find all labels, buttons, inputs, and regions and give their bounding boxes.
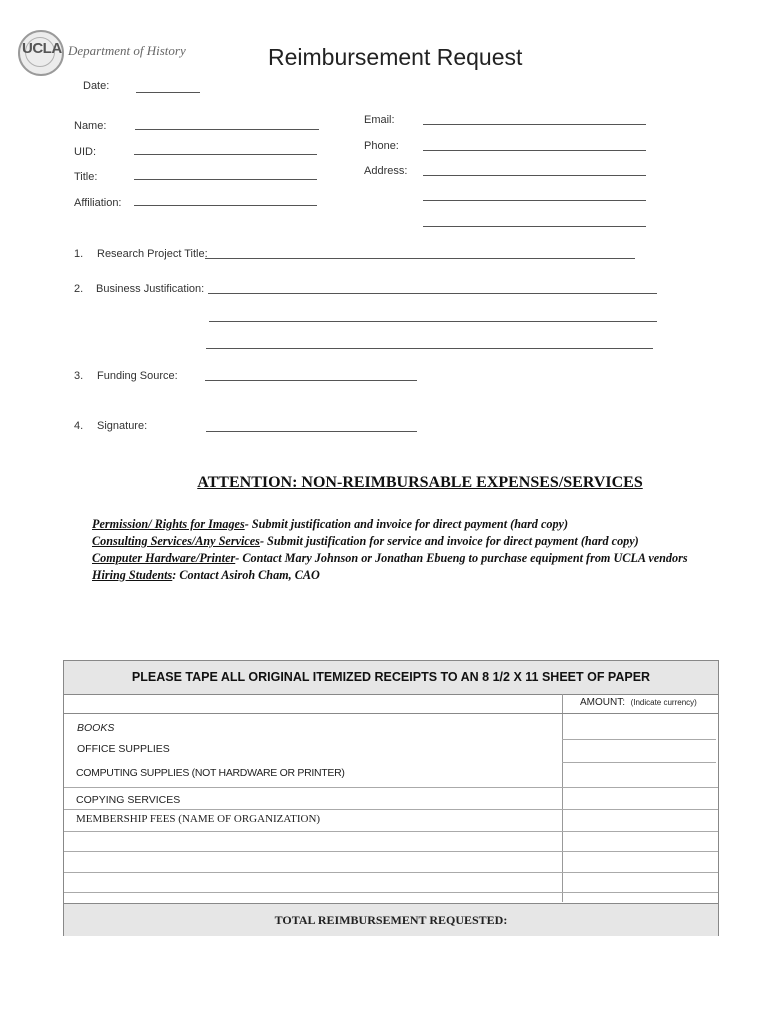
item-4-number: 4. <box>74 420 84 432</box>
business-justification-line1[interactable] <box>208 293 657 294</box>
research-project-title-label: Research Project Title: <box>97 248 208 260</box>
address-field-line3[interactable] <box>423 226 646 227</box>
affiliation-field[interactable] <box>134 205 317 206</box>
name-field[interactable] <box>135 129 319 130</box>
table-row: MEMBERSHIP FEES (NAME OF ORGANIZATION) <box>76 813 321 825</box>
row-divider <box>64 872 718 873</box>
affiliation-label: Affiliation: <box>74 197 122 209</box>
date-field[interactable] <box>136 92 200 93</box>
row-divider <box>64 809 718 810</box>
attention-notes <box>92 516 732 584</box>
row-divider <box>64 892 718 893</box>
address-label: Address: <box>364 165 408 177</box>
amount-column-divider <box>562 694 563 902</box>
ucla-logo-text: UCLA <box>22 40 62 57</box>
note-item: Hiring Students: Contact Asiroh Cham, CAO <box>92 568 320 582</box>
table-row: BOOKS <box>77 722 115 734</box>
total-reimbursement-row: TOTAL REIMBURSEMENT REQUESTED: <box>64 903 718 936</box>
table-row: COMPUTING SUPPLIES (NOT HARDWARE OR PRINTER) <box>76 767 345 779</box>
item-3-number: 3. <box>74 370 84 382</box>
signature-label: Signature: <box>97 420 148 432</box>
funding-source-field[interactable] <box>205 380 417 381</box>
note-item: Consulting Services/Any Services- Submit justification for service and invoice for direct payment (hard copy) <box>92 534 639 548</box>
title-label: Title: <box>74 171 98 183</box>
row-divider <box>562 762 716 763</box>
email-label: Email: <box>364 114 395 126</box>
name-label: Name: <box>74 120 107 132</box>
research-project-title-field[interactable] <box>205 258 635 259</box>
department-name: Department of History <box>68 43 186 58</box>
address-field-line1[interactable] <box>423 175 646 176</box>
item-1-number: 1. <box>74 248 84 260</box>
title-field[interactable] <box>134 179 317 180</box>
row-divider <box>562 739 716 740</box>
row-divider <box>64 831 718 832</box>
phone-field[interactable] <box>423 150 646 151</box>
uid-label: UID: <box>74 146 96 158</box>
email-field[interactable] <box>423 124 646 125</box>
receipts-table <box>63 660 719 936</box>
attention-heading: ATTENTION: NON-REIMBURSABLE EXPENSES/SERVICES <box>197 474 643 491</box>
phone-label: Phone: <box>364 140 399 152</box>
amount-header: AMOUNT: (Indicate currency) <box>580 697 697 708</box>
signature-field[interactable] <box>206 431 417 432</box>
note-item: Permission/ Rights for Images- Submit justification and invoice for direct payment (hard copy) <box>92 517 569 531</box>
date-label: Date: <box>83 80 110 92</box>
address-field-line2[interactable] <box>423 200 646 201</box>
note-item: Computer Hardware/Printer- Contact Mary Johnson or Jonathan Ebueng to purchase equipment from UCLA vendors <box>92 551 688 565</box>
table-row: OFFICE SUPPLIES <box>77 743 170 755</box>
page-title: Reimbursement Request <box>268 44 523 70</box>
business-justification-label: Business Justification: <box>96 283 205 295</box>
business-justification-line3[interactable] <box>206 348 653 349</box>
table-row: COPYING SERVICES <box>76 794 181 806</box>
row-divider <box>64 713 718 714</box>
item-2-number: 2. <box>74 283 84 295</box>
table-header: PLEASE TAPE ALL ORIGINAL ITEMIZED RECEIPTS TO AN 8 1/2 X 11 SHEET OF PAPER <box>64 661 718 695</box>
uid-field[interactable] <box>134 154 317 155</box>
business-justification-line2[interactable] <box>209 321 657 322</box>
row-divider <box>64 851 718 852</box>
row-divider <box>64 787 718 788</box>
funding-source-label: Funding Source: <box>97 370 178 382</box>
